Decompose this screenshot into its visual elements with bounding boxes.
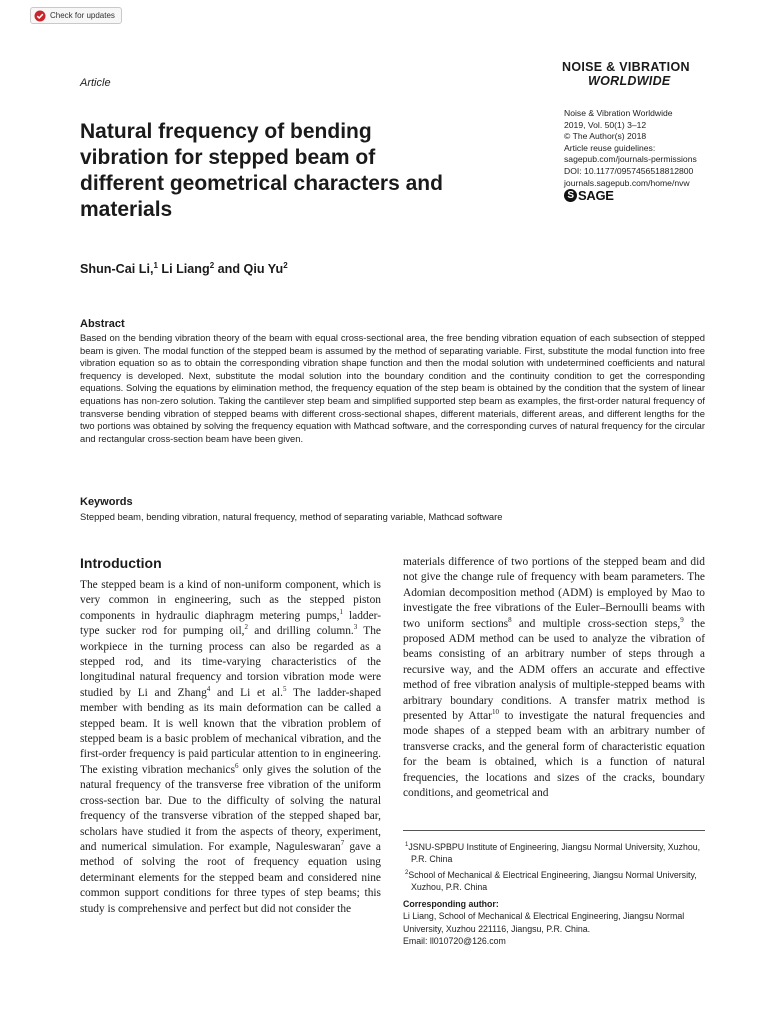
reference-link[interactable]: 10 (491, 708, 499, 717)
badge-label: Check for updates (50, 11, 115, 20)
meta-homepage-link[interactable]: journals.sagepub.com/home/nvw (564, 177, 690, 188)
author-name: and Qiu Yu (214, 262, 284, 277)
body-text: ladder-type sucker rod for pumping oil, (80, 609, 381, 638)
body-text: materials difference of two portions of the stepped beam and did not give the change rule of frequency with beam parameters. The Adomian decomposition method (ADM) is employed by Mao to investigate the free vibrations of the Euler–Bernoulli beams with two uniform sections (403, 556, 705, 630)
introduction-left-column (80, 578, 381, 917)
introduction-heading: Introduction (80, 555, 162, 571)
reference-link[interactable]: 9 (680, 615, 684, 624)
reference-link[interactable]: 5 (282, 685, 287, 694)
check-for-updates-badge[interactable] (30, 7, 122, 24)
reference-link[interactable]: 7 (340, 839, 345, 848)
author-affil-sup: 1 (153, 261, 158, 270)
journal-logo (562, 60, 707, 88)
affiliation-item (403, 867, 708, 894)
body-text: only gives the solution of the natural frequency of the transverse free vibration of the uniform cross-section bar. Due to the difficulty of solving the natural frequency of the transverse vibration of the stepped shaped bar, scholars have studied it from the aspects of theory, experiment, and numerical simulation. For example, Naguleswaran (80, 763, 381, 853)
reference-link[interactable]: 3 (353, 623, 358, 632)
meta-permissions-link[interactable]: sagepub.com/journals-permissions (564, 154, 697, 165)
author-name: Li Liang (157, 262, 210, 277)
article-type: Article (80, 77, 111, 89)
reference-link[interactable]: 6 (235, 762, 239, 771)
journal-logo-line2: WORLDWIDE (588, 74, 671, 88)
affiliation-sup: 2 (405, 869, 409, 876)
publisher-name: SAGE (578, 188, 614, 203)
abstract-heading: Abstract (80, 318, 125, 330)
keywords-text: Stepped beam, bending vibration, natural frequency, method of separating variable, Mathcad software (80, 511, 503, 522)
corresponding-address: Li Liang, School of Mechanical & Electrical Engineering, Jiangsu Normal University, Xuzhou 221116, Jiangsu, P.R. China. (403, 911, 685, 934)
footnote-divider (403, 830, 705, 831)
author-name: Shun-Cai Li, (80, 262, 154, 277)
publisher-logo (564, 188, 614, 203)
meta-doi[interactable]: DOI: 10.1177/0957456518812800 (564, 165, 694, 176)
reference-link[interactable]: 2 (244, 623, 248, 632)
body-text: The ladder-shaped member with bending as its main deformation can be called a stepped beam. It is well known that the vibration problem of stepped beam is a basic problem of mechanical vibration, and the first-order frequency is paid particular attention to in engineering. The existing vibration mechanics (80, 686, 382, 776)
introduction-right-column (403, 555, 705, 802)
body-text: the proposed ADM method can be used to analyze the vibration of beams consisting of an arbitrary number of steps through a recursive way, and the ADM offers an accurate and effective method of free vibration analysis of multiple-stepped beams with arbitrary boundary conditions. A transfer matrix method is presented by Attar (403, 617, 705, 723)
author-affil-sup: 2 (209, 261, 215, 270)
affiliation-sup: 1 (405, 842, 409, 848)
body-text: and multiple cross-section steps, (511, 617, 681, 630)
paper-title: Natural frequency of bending vibration for stepped beam of different geometrical characters and materials (80, 120, 443, 221)
body-text: to investigate the natural frequencies and mode shapes of a stepped beam with an arbitrary number of transverse cracks, and the general form of characteristic equation for the beam is obtained, which is a function of natural frequencies, the locations and sizes of the cracks, boundary conditions, and geometrical and (403, 710, 705, 800)
meta-copyright: © The Author(s) 2018 (564, 131, 647, 142)
reference-link[interactable]: 8 (508, 615, 512, 624)
journal-logo-line1: NOISE & VIBRATION (562, 60, 690, 74)
reference-link[interactable]: 4 (206, 685, 211, 694)
affiliation-text: School of Mechanical & Electrical Engineering, Jiangsu Normal University, Xuzhou, P.R. China (408, 869, 697, 893)
affiliations (403, 839, 708, 894)
keywords-heading: Keywords (80, 496, 133, 508)
corresponding-author (403, 898, 708, 948)
abstract-text: Based on the bending vibration theory of the beam with equal cross-sectional area, the free bending vibration equation of each subsection of stepped beam is given. The modal function of the stepped beam is assumed by the method of separating variable. First, substitute the modal function into free vibration equation so as to obtain the corresponding vibration shape function and then the modal solution with undetermined coefficients and natural frequency is developed. Next, substitute the modal solution into the boundary condition and the continuity condition to get the corresponding equations. Solving the equations by elimination method, the frequency equation of the step beam is obtained by the condition that the system of linear equations has non-zero solution. Taking the cantilever step beam and simplified supported step beam as examples, the first-order natural frequency of transverse bending vibration of stepped beams with different cross-sectional shapes, different materials, different areas, and different lengths for the two portions was obtained by solving the frequency equation with Mathcad software, and the corresponding curves of natural frequency for the circular and rectangular cross-section beam have been given. (80, 332, 705, 444)
body-text: and Li et al. (210, 686, 283, 699)
sage-mark-icon: S (564, 189, 577, 202)
crossmark-icon (34, 10, 46, 22)
body-text: The stepped beam is a kind of non-uniform component, which is very common in engineering, such as the stepped piston components in hydraulic diaphragm metering pumps, (80, 579, 381, 622)
body-text: The workpiece in the turning process can also be regarded as a stepped rod, and its time-varying characteristics of the longitudinal natural frequency and torsion vibration mode were studied by Li and Zhang (80, 625, 381, 699)
corresponding-heading: Corresponding author: (403, 899, 499, 909)
affiliation-text: JSNU-SPBPU Institute of Engineering, Jiangsu Normal University, Xuzhou, P.R. China (408, 841, 701, 865)
body-text: gave a method of solving the root of frequency equation using determinant elements for the stepped beam and considered nine common support conditions for three types of step beams; this study is comprehensive and perfect but did not consider the (80, 840, 381, 915)
reference-link[interactable]: 1 (339, 608, 343, 617)
meta-volume: 2019, Vol. 50(1) 3–12 (564, 119, 647, 130)
meta-reuse: Article reuse guidelines: (564, 142, 656, 153)
author-affil-sup: 2 (283, 261, 288, 270)
author-list (80, 261, 288, 276)
journal-meta (564, 108, 724, 189)
meta-journal-name: Noise & Vibration Worldwide (564, 108, 673, 118)
body-text: and drilling column. (247, 625, 354, 638)
affiliation-item (403, 839, 708, 866)
corresponding-email[interactable]: Email: ll010720@126.com (403, 936, 506, 947)
